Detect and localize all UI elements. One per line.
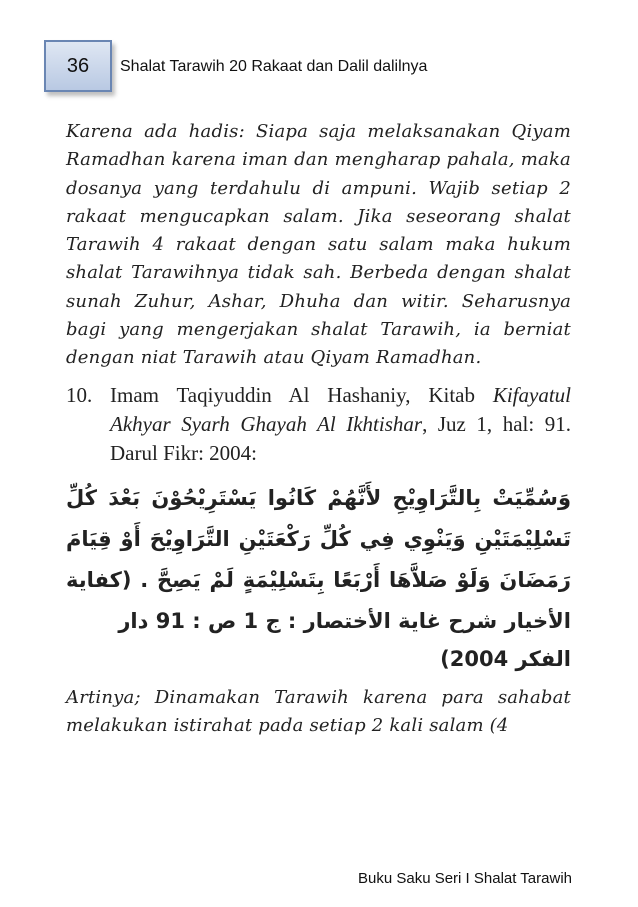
reference-book: Kifayatul Akhyar Syarh Ghayah Al Ikhtishar [110, 382, 572, 436]
reference-book-suffix: , [422, 411, 428, 436]
paragraph-hadis: Karena ada hadis: Siapa saja melaksanakan Qiyam Ramadhan karena iman dan mengharap pahala, maka dosanya yang terdahulu di ampuni. Wajib setiap 2 rakaat mengucapkan salam. Jika seseorang shalat Tarawih 4 rakaat dengan satu salam maka hukum shalat Tarawihnya tidak sah. Berbeda dengan shalat sunah Zuhur, Ashar, Dhuha dan witir. Seharusnya bagi yang mengerjakan shalat Tarawih, ia berniat dengan niat Tarawih atau Qiyam Ramadhan. [66, 121, 571, 369]
reference-author: Imam Taqiyuddin Al Hashaniy, Kitab [110, 382, 475, 407]
header-title: Shalat Tarawih 20 Rakaat dan Dalil dalilnya [120, 58, 428, 75]
paragraph-artinya: Artinya; Dinamakan Tarawih karena para sahabat melakukan istirahat pada setiap 2 kali salam (4 [66, 686, 571, 736]
page-content [66, 118, 571, 740]
page-number-badge [44, 40, 112, 92]
footer-text: Buku Saku Seri I Shalat Tarawih [357, 870, 572, 887]
reference-number: 10. [66, 382, 93, 407]
reference-text [110, 381, 571, 468]
arabic-quote: وَسُمِّيَتْ بِالتَّرَاوِيْحِ لأَنَّهُمْ كَانُوا يَسْتَرِيْحُوْنَ بَعْدَ كُلِّ تَسْلِيْمَتَيْنِ وَيَنْوِي فِي كُلِّ رَكْعَتَيْنِ التَّرَاوِيْحَ أَوْ قِيَامَ رَمَضَانَ وَلَوْ صَلاَّهَا أَرْبَعًا بِتَسْلِيْمَةٍ لَمْ يَصِحَّ . (كفاية الأخيار شرح غاية الأختصار : ج 1 ص : 91 دار [66, 485, 571, 633]
reference-item [66, 381, 571, 468]
reference-details: Juz 1, hal: 91. Darul Fikr: 2004: [110, 411, 572, 465]
arabic-quote-end: الفكر 2004) [440, 646, 571, 671]
page-number: 36 [66, 54, 90, 77]
